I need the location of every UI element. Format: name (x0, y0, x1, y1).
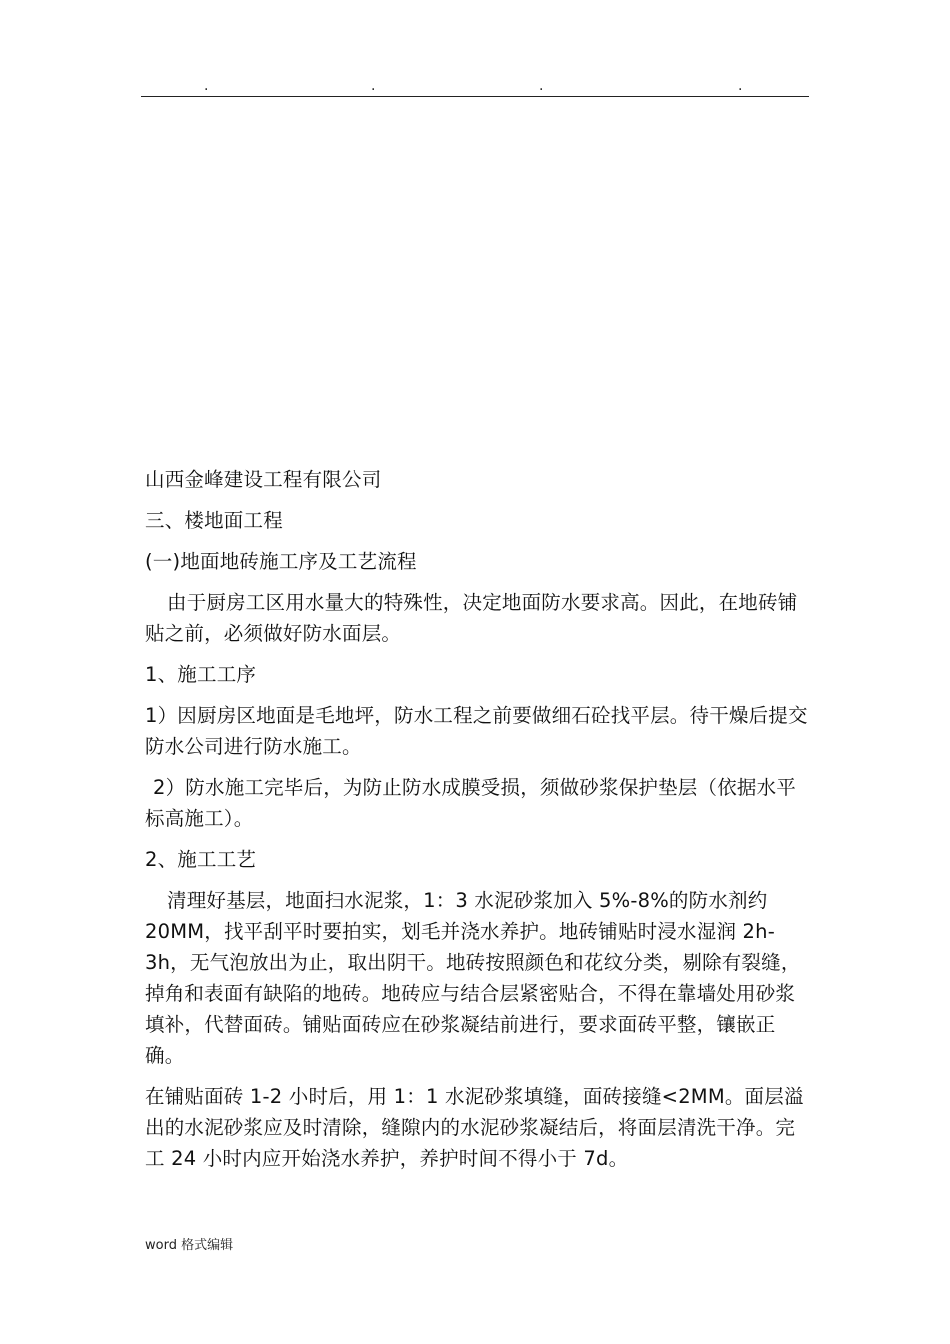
step2-title: 2、施工工艺 (145, 848, 257, 871)
step1-title: 1、施工工序 (145, 663, 257, 686)
step1-item-1: 1）因厨房区地面是毛地坪，防水工程之前要做细石砼找平层。待干燥后提交防水公司进行防水施工。 (145, 704, 808, 758)
header-dot: . (738, 78, 743, 94)
header-dot: . (539, 78, 544, 94)
subsection-title: (一)地面地砖施工序及工艺流程 (145, 550, 417, 573)
company-name: 山西金峰建设工程有限公司 (145, 468, 382, 491)
step2-paragraph-1: 清理好基层，地面扫水泥浆，1：3 水泥砂浆加入 5%-8%的防水剂约 20MM，找平刮平时要拍实，划毛并浇水养护。地砖铺贴时浸水湿润 2h-3h，无气泡放出为止，取出阴干。地砖按照颜色和花纹分类，剔除有裂缝，掉角和表面有缺陷的地砖。地砖应与结合层紧密贴合，不得在靠墙处用砂浆填补，代替面砖。铺贴面砖应在砂浆凝结前进行，要求面砖平整，镶嵌正确。 (145, 889, 801, 1067)
header-dot: . (204, 78, 209, 94)
header-dot: . (371, 78, 376, 94)
section-title: 三、楼地面工程 (145, 509, 283, 532)
page-header (141, 78, 809, 97)
document-body (145, 464, 811, 1184)
step1-item-2: 2）防水施工完毕后，为防止防水成膜受损，须做砂浆保护垫层（依据水平标高施工）。 (145, 776, 797, 830)
step2-paragraph-2: 在铺贴面砖 1-2 小时后，用 1：1 水泥砂浆填缝，面砖接缝<2MM。面层溢出的水泥砂浆应及时清除，缝隙内的水泥砂浆凝结后，将面层清洗干净。完工 24 小时内应开始浇水养护，养护时间不得小于 7d。 (145, 1085, 804, 1170)
page-footer: word 格式编辑 (145, 1238, 234, 1253)
intro-paragraph: 由于厨房工区用水量大的特殊性，决定地面防水要求高。因此，在地砖铺贴之前，必须做好防水面层。 (145, 591, 798, 645)
